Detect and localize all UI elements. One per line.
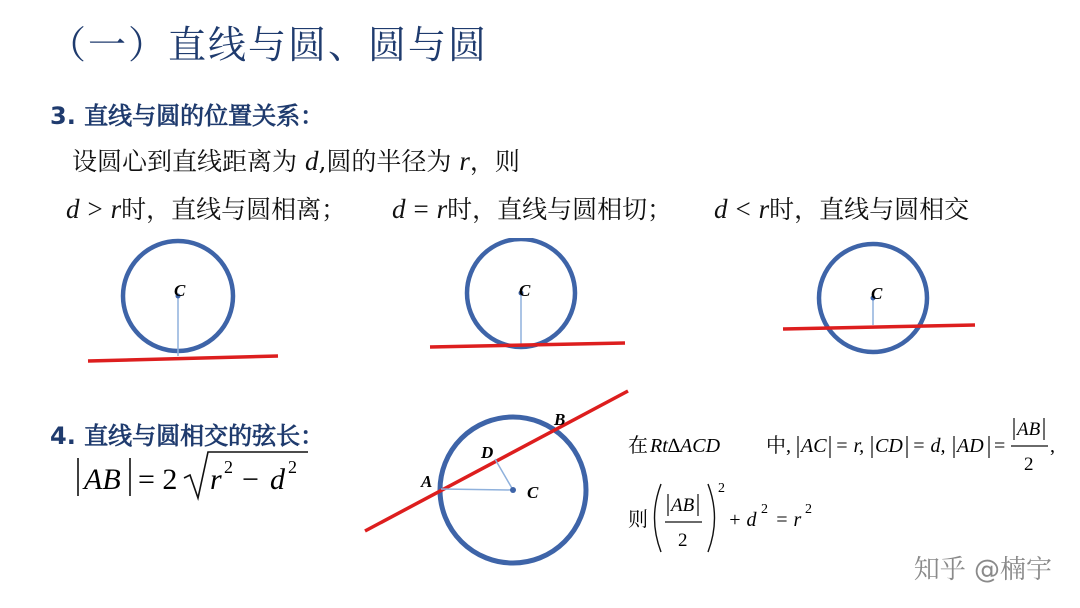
center-label-intersect: C xyxy=(871,284,883,303)
center-dot-chord xyxy=(510,487,516,493)
deriv1-triangle: Rt∆ACD xyxy=(650,435,721,457)
line-separate xyxy=(88,356,278,361)
deriv1-cd: CD xyxy=(875,435,903,457)
case1-op: > xyxy=(87,194,103,224)
deriv1-eq-r: = r, xyxy=(835,435,865,457)
section4-heading: 4. 直线与圆相交的弦长： xyxy=(50,422,325,450)
case3-text: 时，直线与圆相交 xyxy=(769,195,970,224)
deriv1-frac-num: AB xyxy=(1017,419,1041,440)
case-separate xyxy=(66,190,346,226)
case3-lhs: d xyxy=(714,194,728,224)
formula-minus: − xyxy=(242,463,259,496)
case2-op: = xyxy=(413,194,429,224)
case2-rhs: r xyxy=(436,194,448,224)
case-intersect xyxy=(714,190,969,226)
premise-r: r xyxy=(459,146,470,176)
section3-heading: 3. 直线与圆的位置关系： xyxy=(50,102,325,130)
formula-eq: = 2 xyxy=(138,463,178,496)
deriv2-prefix: 则 xyxy=(628,509,648,531)
chord-diagram xyxy=(355,385,635,570)
deriv1-prefix: 在 xyxy=(628,435,648,457)
premise-d: d xyxy=(304,146,319,176)
paren-left xyxy=(655,484,662,552)
deriv1-eq: = xyxy=(994,435,1006,457)
point-c: C xyxy=(527,483,539,502)
case1-rhs: r xyxy=(110,194,122,224)
deriv2-exp2: 2 xyxy=(761,502,768,517)
deriv1-ad: AD xyxy=(957,435,984,457)
deriv2-plus: + d xyxy=(728,509,757,531)
case3-op: < xyxy=(735,194,751,224)
center-label-separate: C xyxy=(174,281,186,300)
case3-rhs: r xyxy=(758,194,770,224)
deriv2-frac-den: 2 xyxy=(678,530,688,551)
diagram-separate xyxy=(80,238,290,368)
watermark: 知乎 @楠宇 xyxy=(913,555,1052,585)
premise-mid: ,圆的半径为 xyxy=(318,147,452,176)
point-b: B xyxy=(554,410,566,429)
deriv1-eq-d: = d, xyxy=(912,435,946,457)
diagram-intersect xyxy=(778,240,983,355)
paren-right xyxy=(708,484,715,552)
chord-formula xyxy=(70,448,330,506)
deriv1-frac-den: 2 xyxy=(1024,454,1034,475)
point-a: A xyxy=(421,472,433,491)
deriv2-eq: = r xyxy=(775,509,802,531)
deriv2-exp3: 2 xyxy=(805,502,812,517)
case1-lhs: d xyxy=(66,194,80,224)
premise-prefix: 设圆心到直线距离为 xyxy=(72,147,298,176)
formula-d: d xyxy=(270,463,285,496)
formula-r-exp: 2 xyxy=(224,457,233,477)
premise-line xyxy=(72,142,520,178)
derivation-line1 xyxy=(628,412,1068,482)
case2-text: 时，直线与圆相切； xyxy=(447,195,673,224)
formula-r: r xyxy=(210,463,222,496)
case2-lhs: d xyxy=(392,194,406,224)
perpendicular-cd xyxy=(495,459,513,490)
case-tangent xyxy=(392,190,672,226)
deriv2-exp: 2 xyxy=(718,481,725,496)
page-title: （一）直线与圆、圆与圆 xyxy=(48,23,489,67)
radius-ca xyxy=(441,489,513,490)
derivation-line2 xyxy=(628,478,888,560)
premise-suffix: ，则 xyxy=(469,147,520,176)
case1-text: 时，直线与圆相离； xyxy=(121,195,347,224)
formula-ab: AB xyxy=(84,463,121,496)
diagram-tangent xyxy=(425,238,635,358)
deriv1-tail: , xyxy=(1050,435,1055,457)
deriv2-frac-num: AB xyxy=(671,495,695,516)
deriv1-mid: 中, xyxy=(766,435,791,457)
formula-d-exp: 2 xyxy=(288,457,297,477)
center-label-tangent: C xyxy=(519,281,531,300)
point-d: D xyxy=(481,443,494,462)
line-tangent xyxy=(430,343,625,347)
deriv1-ac: AC xyxy=(801,435,827,457)
line-intersect xyxy=(783,325,975,329)
